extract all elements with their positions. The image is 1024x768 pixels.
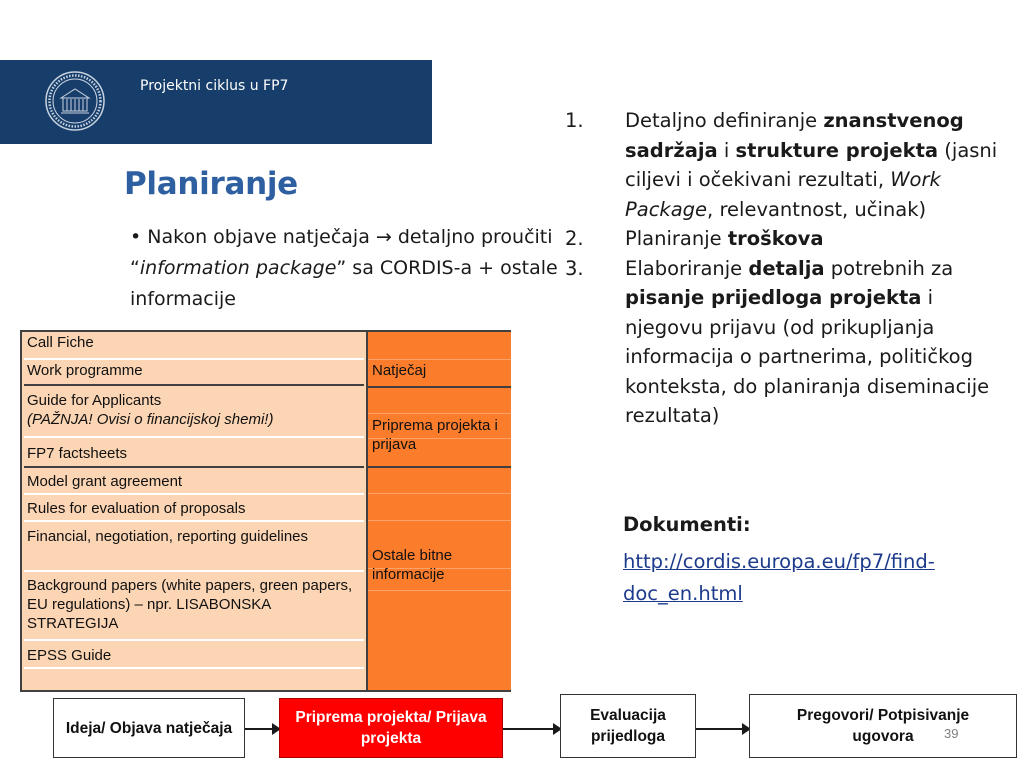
row-label: Financial, negotiation, reporting guidelines — [27, 528, 309, 545]
table-row — [24, 522, 364, 572]
table-row — [24, 572, 364, 641]
cell-divider — [368, 413, 511, 414]
table-row — [24, 360, 364, 386]
flow-step-label: Pregovori/ Potpisivanje ugovora — [796, 707, 970, 745]
intro-bullet-text — [130, 222, 562, 315]
table-row — [24, 388, 364, 438]
page-number: 39 — [944, 726, 959, 741]
flow-step-label: Ideja/ Objava natječaja — [65, 719, 233, 737]
step-text — [625, 106, 1015, 224]
cell-divider — [368, 590, 511, 591]
step-text-run: detalja — [748, 256, 825, 280]
flow-arrow-icon — [696, 728, 749, 730]
page-title: Planiranje — [124, 166, 298, 202]
step-text-run: troškova — [727, 227, 824, 250]
stage-cell-ostalo — [366, 468, 511, 690]
flow-step-pregovori — [749, 694, 1017, 758]
intro-text-italic: information package — [139, 257, 337, 279]
steps-list — [565, 106, 1015, 431]
stage-cell-priprema — [366, 388, 511, 466]
row-label: Model grant agreement — [27, 473, 183, 490]
stage-cell-natjecaj — [366, 332, 511, 386]
step-text — [625, 224, 1015, 254]
list-item — [565, 106, 1015, 224]
step-number: 2. — [565, 227, 584, 250]
university-seal-icon — [44, 70, 106, 132]
flow-arrow-icon — [245, 728, 279, 730]
intro-text-start: Nakon objave natječaja → detaljno proučiti “ — [130, 226, 553, 279]
row-label: Rules for evaluation of proposals — [27, 500, 246, 517]
step-text-run: , relevantnost, učinak) — [707, 197, 927, 221]
documents-heading: Dokumenti: — [623, 513, 751, 536]
cell-divider — [368, 520, 511, 521]
flow-arrow-icon — [503, 728, 560, 730]
step-text-run: znanstvenog sadržaja — [625, 109, 964, 162]
step-text-run: Elaboriranje — [625, 256, 749, 280]
stage-label: Ostale bitne informacije — [372, 547, 453, 583]
flow-step-label: Priprema projekta/ Prijava projekta — [295, 709, 487, 747]
step-text-run: Work Package — [625, 168, 941, 221]
documents-link[interactable]: http://cordis.europa.eu/fp7/find-doc_en.html — [623, 550, 935, 605]
step-text-run: strukture projekta — [735, 138, 939, 162]
step-number: 3. — [565, 256, 584, 280]
table-row — [24, 468, 364, 495]
step-text-run: i njegovu prijavu (od prikupljanja informacija o partnerima, političkog konteksta, do planiranja diseminacije rezultata) — [625, 286, 990, 427]
intro-text-end: ” sa CORDIS-a + ostale informacije — [130, 257, 558, 310]
flow-step-ideja — [53, 698, 245, 758]
flow-step-priprema — [279, 698, 503, 758]
row-label: FP7 factsheets — [27, 445, 128, 462]
cell-divider — [368, 493, 511, 494]
row-note: (PAŽNJA! Ovisi o financijskoj shemi!) — [27, 411, 274, 428]
step-text-run: i — [717, 138, 736, 162]
step-number: 1. — [565, 109, 584, 132]
flow-step-label: Evaluacija prijedloga — [590, 707, 666, 745]
stage-label: Priprema projekta i prijava — [372, 417, 498, 453]
list-item — [565, 224, 1015, 254]
step-text-run: Planiranje — [625, 227, 728, 250]
table-row — [24, 332, 364, 360]
step-text-run: potrebnih za — [824, 256, 954, 280]
table-row — [24, 438, 364, 468]
stage-label: Natječaj — [372, 362, 427, 379]
banner-title: Projektni ciklus u FP7 — [140, 78, 289, 94]
documents-table — [20, 330, 511, 692]
step-text-run: Detaljno definiranje — [625, 109, 824, 132]
step-text-run: (jasni ciljevi i očekivani rezultati, — [625, 138, 998, 191]
row-label: EPSS Guide — [27, 647, 112, 664]
flow-step-evaluacija — [560, 694, 696, 758]
row-label: Guide for Applicants — [27, 392, 162, 409]
step-text — [625, 254, 1015, 431]
table-row — [24, 641, 364, 669]
list-item — [565, 254, 1015, 431]
row-label: Work programme — [27, 362, 143, 379]
table-row — [24, 495, 364, 522]
bullet-marker: • — [130, 226, 142, 248]
row-label: Background papers (white papers, green papers, EU regulations) – npr. LISABONSKA STRATEGIJA — [27, 577, 353, 632]
step-text-run: pisanje prijedloga projekta — [625, 286, 922, 309]
cell-divider — [368, 359, 511, 360]
row-label: Call Fiche — [27, 334, 94, 351]
